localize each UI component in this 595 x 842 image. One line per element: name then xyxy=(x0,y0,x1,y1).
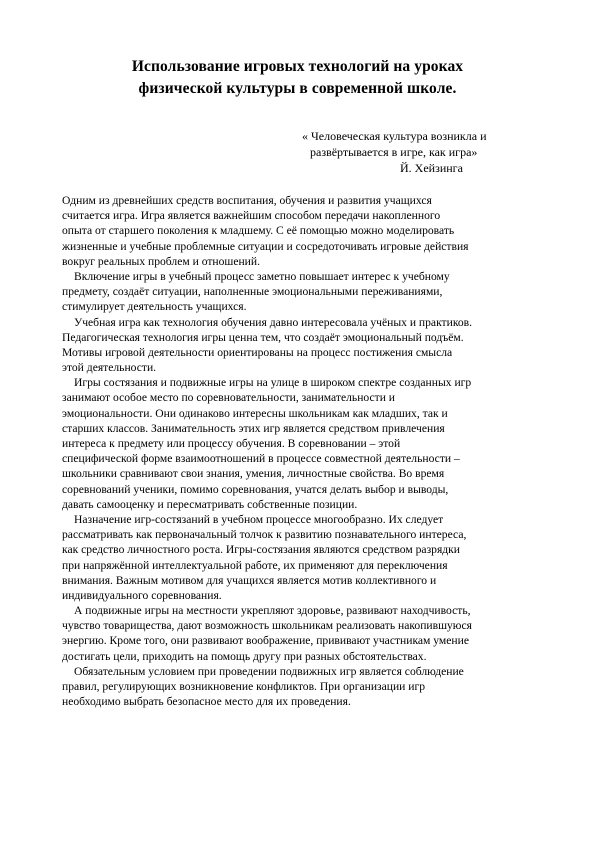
text-line: опыта от старшего поколения к младшему. С её помощью можно моделировать xyxy=(62,224,455,238)
page-title xyxy=(60,56,535,100)
text-line: Включение игры в учебный процесс заметно повышает интерес к учебному xyxy=(74,269,450,283)
text-line: индивидуального соревнования. xyxy=(62,588,222,602)
text-line: старших классов. Занимательность этих игр является средством привлечения xyxy=(62,421,445,435)
text-line: школьники сравнивают свои знания, умения, личностные свойства. Во время xyxy=(62,467,445,481)
text-line: Назначение игр-состязаний в учебном процессе многообразно. Их следует xyxy=(74,512,444,526)
text-line: этой деятельности. xyxy=(62,361,157,375)
text-line: при напряжённой интеллектуальной работе, их применяют для переключения xyxy=(62,558,448,572)
text-line: Обязательным условием при проведении подвижных игр является соблюдение xyxy=(74,664,464,678)
text-line: чувство товарищества, дают возможность школьникам реализовать накопившуюся xyxy=(62,619,472,633)
text-line: стимулирует деятельность учащихся. xyxy=(62,300,247,314)
text-line: достигать цели, приходить на помощь другу при разных обстоятельствах. xyxy=(62,649,427,663)
text-line: Педагогическая технология игры ценна тем, что создаёт эмоциональный подъём. xyxy=(62,330,464,344)
text-line: необходимо выбрать безопасное место для их проведения. xyxy=(62,695,351,709)
text-line: вокруг реальных проблем и отношений. xyxy=(62,254,260,268)
text-line: жизненные и учебные проблемные ситуации и сосредоточивать игровые действия xyxy=(62,239,469,253)
epigraph-quote-line: развёртывается в игре, как игра» xyxy=(310,145,478,159)
text-line: Мотивы игровой деятельности ориентированы на процесс постижения смысла xyxy=(62,345,453,359)
text-line: эмоциональности. Они одинаково интересны школьникам как младших, так и xyxy=(62,406,448,420)
epigraph xyxy=(302,128,562,176)
text-line: Учебная игра как технология обучения давно интересовала учёных и практиков. xyxy=(74,315,473,329)
text-line: считается игра. Игра является важнейшим способом передачи накопленного xyxy=(62,209,441,223)
title-line: физической культуры в современной школе. xyxy=(138,80,457,97)
epigraph-author: Й. Хейзинга xyxy=(400,161,463,175)
text-line: А подвижные игры на местности укрепляют здоровье, развивают находчивость, xyxy=(74,604,471,618)
text-line: энергию. Кроме того, они развивают воображение, прививают участникам умение xyxy=(62,634,469,648)
body-text xyxy=(62,193,552,709)
epigraph-quote-line: « Человеческая культура возникла и xyxy=(302,129,487,143)
text-line: занимают особое место по соревновательности, занимательности и xyxy=(62,391,395,405)
text-line: соревнований ученики, помимо соревнования, учатся делать выбор и выводы, xyxy=(62,482,449,496)
text-line: специфической форме взаимоотношений в процессе совместной деятельности – xyxy=(62,452,460,466)
text-line: внимания. Важным мотивом для учащихся является мотив коллективного и xyxy=(62,573,437,587)
text-line: рассматривать как первоначальный толчок к развитию познавательного интереса, xyxy=(62,528,467,542)
text-line: правил, регулирующих возникновение конфликтов. При организации игр xyxy=(62,680,426,693)
text-line: предмету, создаёт ситуации, наполненные эмоциональными переживаниями, xyxy=(62,285,443,299)
text-line: Одним из древнейших средств воспитания, обучения и развития учащихся xyxy=(62,194,432,207)
text-line: Игры состязания и подвижные игры на улице в широком спектре созданных игр xyxy=(74,376,472,390)
text-line: давать самооценку и пересматривать собственные позиции. xyxy=(62,497,358,511)
text-line: как средство личностного роста. Игры-состязания являются средством разрядки xyxy=(62,543,461,557)
text-line: интереса к предмету или процессу обучения. В соревновании – этой xyxy=(62,437,401,450)
title-line: Использование игровых технологий на уроках xyxy=(131,58,464,75)
